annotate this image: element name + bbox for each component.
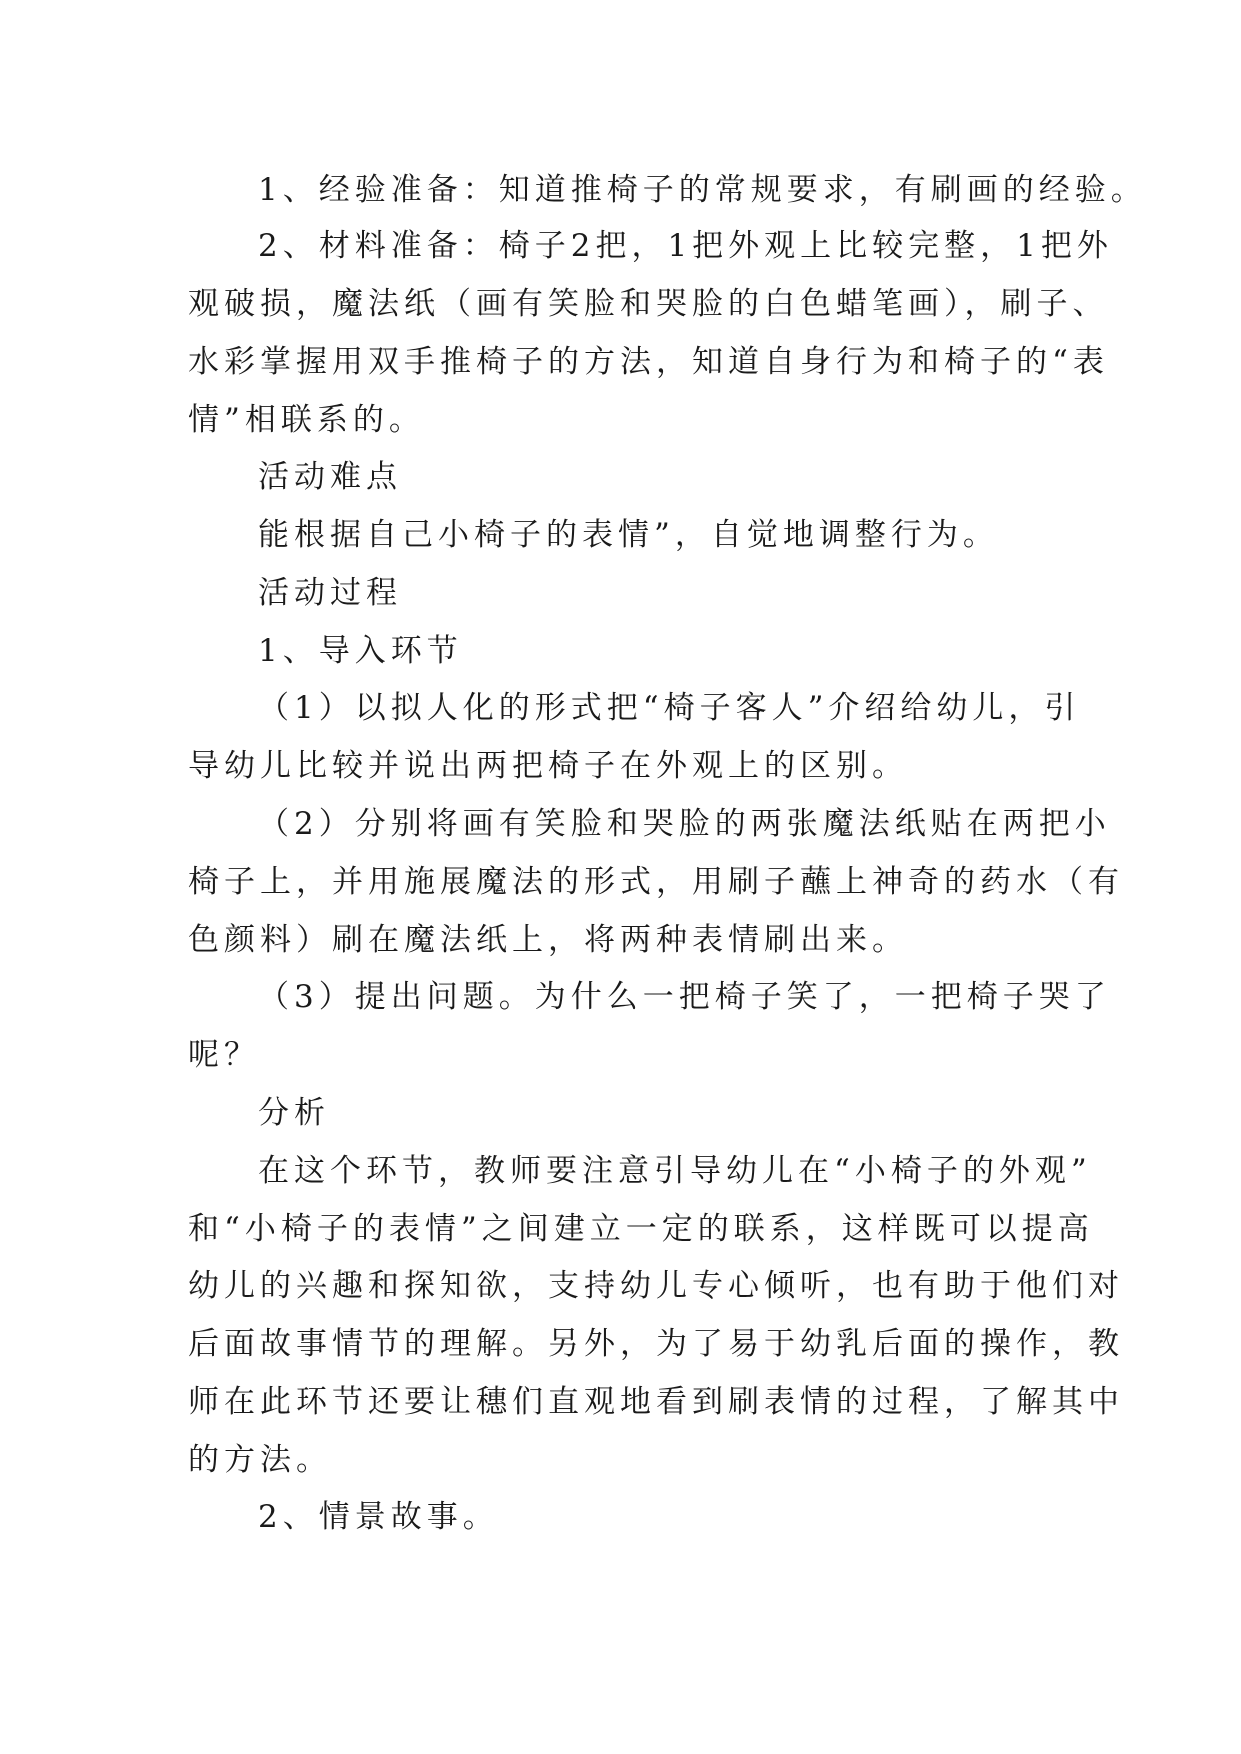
paragraph-line: 幼儿的兴趣和探知欲，支持幼儿专心倾听，也有助于他们对 — [188, 1268, 1124, 1304]
section-heading: 分析 — [258, 1095, 330, 1131]
paragraph-line: （2）分别将画有笑脸和哭脸的两张魔法纸贴在两把小 — [258, 806, 1111, 842]
paragraph-line: 后面故事情节的理解。另外，为了易于幼乳后面的操作，教 — [188, 1326, 1124, 1362]
paragraph-line: 导幼儿比较并说出两把椅子在外观上的区别。 — [188, 748, 908, 784]
paragraph-line: （3）提出问题。为什么一把椅子笑了，一把椅子哭了 — [258, 979, 1111, 1015]
paragraph-line: 水彩掌握用双手推椅子的方法，知道自身行为和椅子的“表 — [188, 344, 1109, 380]
paragraph-line: 和“小椅子的表情”之间建立一定的联系，这样既可以提高 — [188, 1211, 1094, 1247]
section-heading: 2、情景故事。 — [258, 1499, 499, 1535]
section-heading: 活动难点 — [258, 459, 402, 495]
paragraph-line: 观破损，魔法纸（画有笑脸和哭脸的白色蜡笔画），刷子、 — [188, 286, 1109, 322]
section-heading: 1、导入环节 — [258, 633, 463, 669]
paragraph-line: 1、经验准备：知道推椅子的常规要求，有刷画的经验。 — [258, 172, 1147, 208]
paragraph-line: 能根据自己小椅子的表情”，自觉地调整行为。 — [258, 517, 999, 553]
paragraph-line: 师在此环节还要让穗们直观地看到刷表情的过程，了解其中 — [188, 1384, 1124, 1420]
paragraph-line: （1）以拟人化的形式把“椅子客人”介绍给幼儿，引 — [258, 690, 1081, 726]
paragraph-line: 情”相联系的。 — [188, 402, 425, 438]
paragraph-line: 椅子上，并用施展魔法的形式，用刷子蘸上神奇的药水（有 — [188, 864, 1124, 900]
paragraph-line: 在这个环节，教师要注意引导幼儿在“小椅子的外观” — [258, 1153, 1092, 1189]
paragraph-line: 呢？ — [188, 1037, 260, 1073]
paragraph-line: 色颜料）刷在魔法纸上，将两种表情刷出来。 — [188, 922, 908, 958]
paragraph-line: 2、材料准备：椅子2把，1把外观上比较完整，1把外 — [258, 228, 1113, 264]
section-heading: 活动过程 — [258, 575, 402, 611]
paragraph-line: 的方法。 — [188, 1442, 332, 1478]
